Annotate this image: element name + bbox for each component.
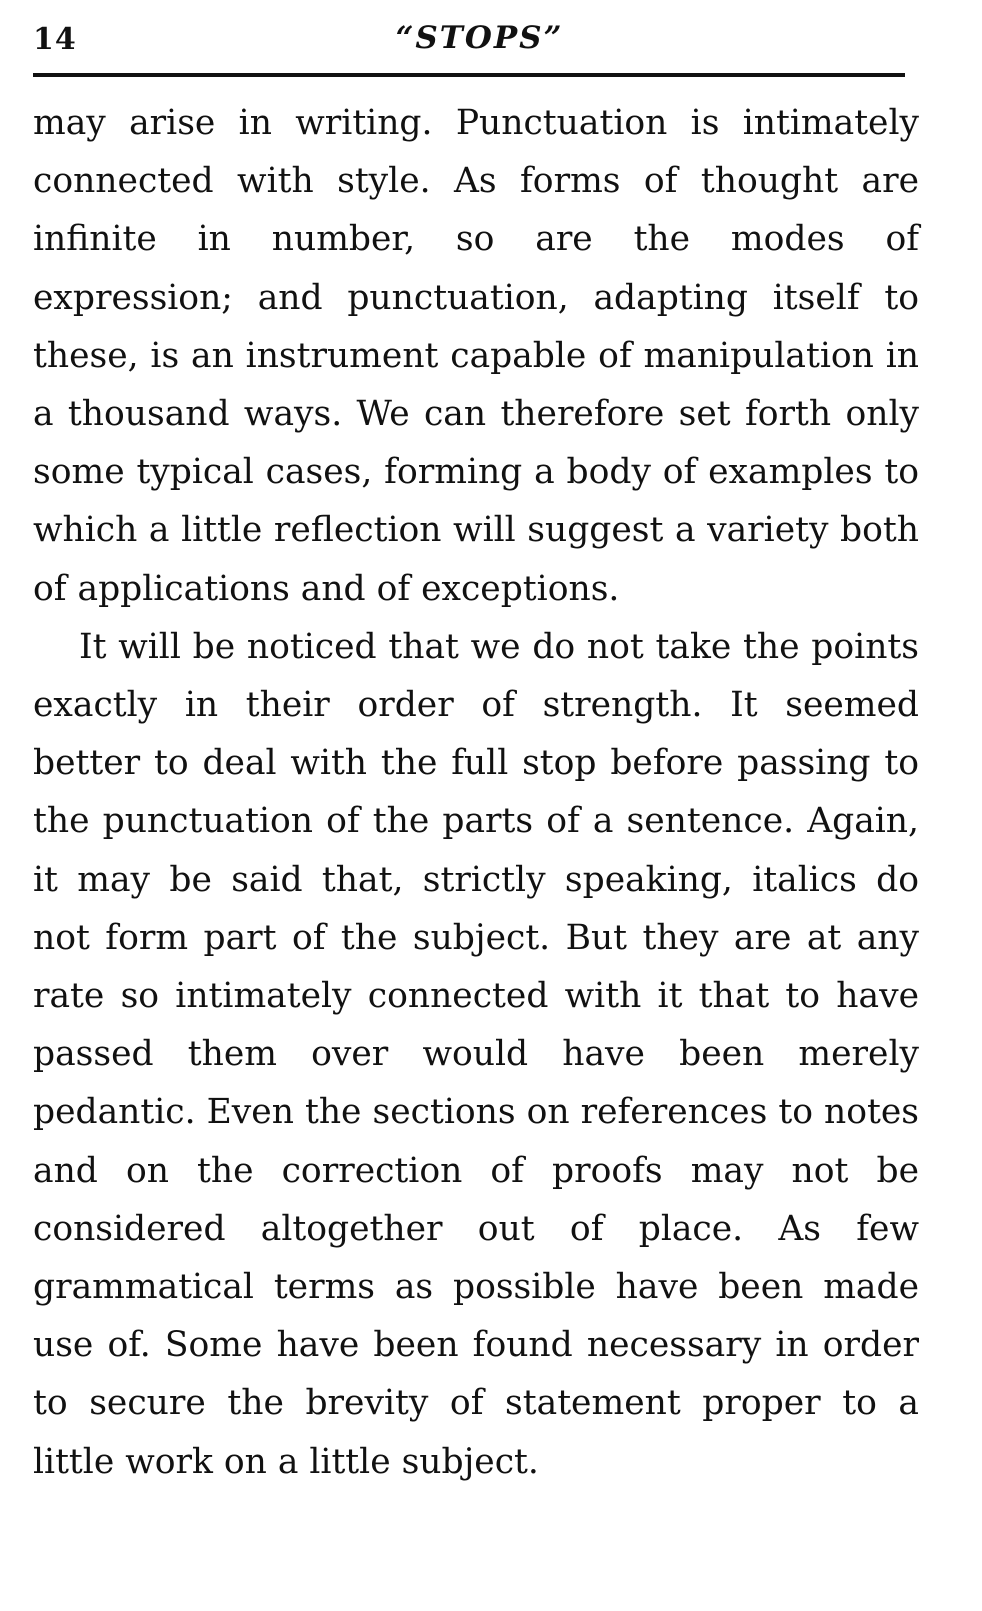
paragraph-2: It will be noticed that we do not take the points exactly in their order of strength. It seemed better to deal with the full stop before passing to the punctuation of the parts of a sentence. Again, it may be said that, strictly speaking, italics do not form part of the subject. But they are at any rate so intimately connected with it that to have passed them over would have been merely pedantic. Even the sections on references to notes and on the correction of proofs may not be considered altogether out of place. As few grammatical terms as possible have been made use of. Some have been found necessary in order to secure the brevity of statement proper to a little work on a little subject. <box>33 626 919 1482</box>
body-text <box>33 94 919 1491</box>
page-number: 14 <box>33 22 77 57</box>
page-header <box>33 14 926 64</box>
running-head: “STOPS” <box>395 20 564 56</box>
header-rule <box>33 73 905 77</box>
paragraph-1: may arise in writing. Punctuation is intimately connected with style. As forms of thought are infinite in number, so are the modes of expression; and punctuation, adapting itself to these, is an instrument capable of manipulation in a thousand ways. We can therefore set forth only some typical cases, forming a body of examples to which a little reflection will suggest a variety both of applications and of exceptions. <box>33 103 919 609</box>
